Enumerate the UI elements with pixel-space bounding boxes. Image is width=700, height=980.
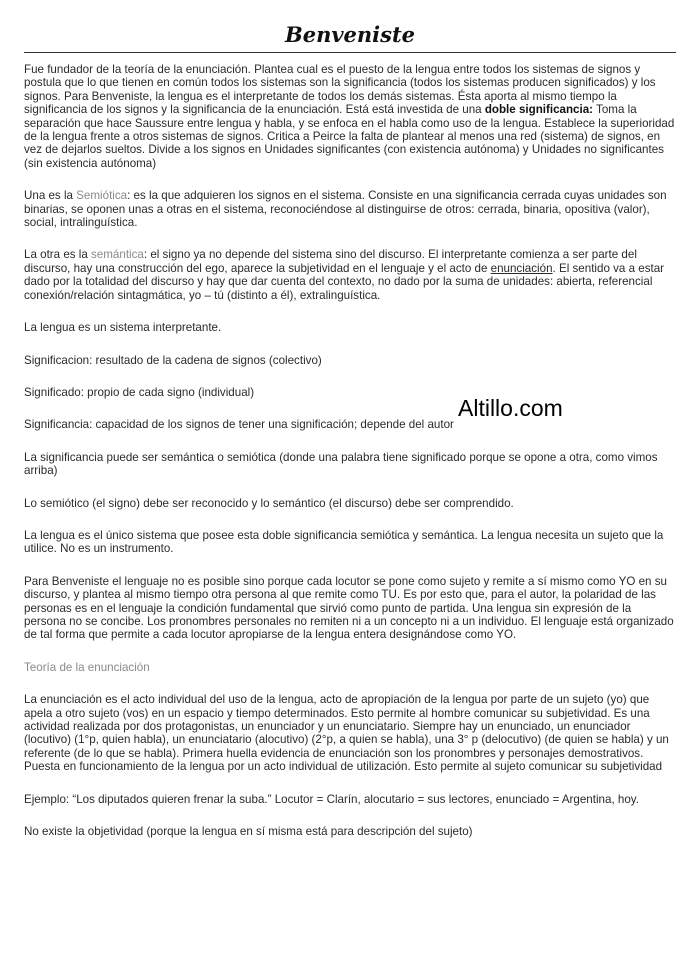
paragraph-semiotica [24,189,676,229]
text-run: La otra es la [24,248,92,262]
text-run: : es la que adquieren los signos en el sistema. Consiste en una significancia cerrada cuyas unidades son binarias, se oponen unas a otras en el sistema, reconociéndose al distinguirse de otros: cerrada, binaria, opositiva (valor), social, intralinguística. [24,189,667,230]
document-page [24,22,676,857]
term-semiotica: Semiótica [76,189,128,203]
text-run: Una es la [24,189,77,203]
text-run: : el signo ya no depende del sistema sino del discurso. El interpretante comienza a ser parte del discurso, hay una construcción del ego, aparece la subjetividad en el lenguaje y el acto de [24,248,637,275]
title-rule [24,52,676,53]
paragraph-semantica [24,248,676,302]
paragraph-persona: Para Benveniste el lenguaje no es posible sino porque cada locutor se pone como sujeto y remite a sí mismo como YO en su discurso, y plantea al mismo tiempo otra persona al que remite como TU. Es por esto que, para el autor, la polaridad de las personas es en el lenguaje la condición fundamental que sirvió como punto de partida. Una lengua sin expresión de la persona no se concibe. Los pronombres personales no remiten ni a un concepto ni a un individuo. El lenguaje está organizado de tal forma que permite a cada locutor apropiarse de la lengua entera designándose como YO. [24,574,674,642]
paragraph-enunciacion: La enunciación es el acto individual del uso de la lengua, acto de apropiación de la lengua por parte de un sujeto (yo) que apela a otro sujeto (vos) en un espacio y tiempo determinados. Esto permite al hombre comunicar su subjetividad. Es una actividad realizada por dos protagonistas, un enunciador y un enunciatario. Siempre hay un enunciado, un enunciador (locutivo) (1°p, quien habla), un enunciatario (alocutivo) (2°p, a quien se habla), una 3° p (delocutivo) (de quien se habla) y un referente (de lo que se habla). Primera huella evidencia de enunciación son los pronombres y personajes demostrativos. Puesta en funcionamiento de la lengua por un acto individual de utilización. Esto permite al sujeto comunicar su subjetividad [24,693,669,774]
section-heading-enunciacion: Teoría de la enunciación [24,660,150,674]
watermark-text: Altillo.com [458,395,563,421]
paragraph-ejemplo: Ejemplo: “Los diputados quieren frenar la suba.” Locutor = Clarín, alocutario = sus lectores, enunciado = Argentina, hoy. [24,792,639,806]
text-run: Toma la separación que hace Saussure entre lengua y habla, y se enfoca en el habla como uso de la lengua. Establece la superioridad de la lengua frente a otros sistemas de signos. Critica a Peirce la falta de plantear al menos una red (sistema) de signos, en vez de dejarlos sueltos. Divide a los signos en Unidades significantes (con existencia autónoma) y Unidades no significantes (sin existencia autónoma) [24,103,675,170]
paragraph-significacion: Significacion: resultado de la cadena de signos (colectivo) [24,353,322,367]
paragraph-significancia: Significancia: capacidad de los signos de tener una significación; depende del autor [24,418,454,432]
bold-term: doble significancia: [484,103,594,117]
paragraph-lengua-interpretante: La lengua es un sistema interpretante. [24,321,222,335]
text-run: . El sentido va a estar dado por la totalidad del discurso y hay que dar cuenta del contexto, no dado por la suma de unidades: abierta, referencial conexión/relación sintagmática, yo – tú (distinto a él), extralinguística. [24,261,665,302]
paragraph-significado: Significado: propio de cada signo (individual) [24,385,255,399]
paragraph-significancia-tipos: La significancia puede ser semántica o semiótica (donde una palabra tiene significado porque se opone a otra, como vimos arriba) [24,450,658,478]
text-run: Fue fundador de la teoría de la enunciación. Plantea cual es el puesto de la lengua entre todos los sistemas de signos y postula que lo que tienen en común todos los sistemas son la significancia (todos los sistemas producen significados) y los signos. Para Benveniste, la lengua es el interpretante de todos los demás sistemas. Ésta aporta al mismo tiempo la significancia de los signos y la significancia de la enunciación. Está está investida de una [24,63,656,117]
paragraph-doble-significancia: La lengua es el único sistema que posee esta doble significancia semiótica y semántica. La lengua necesita un sujeto que la utilice. No es un instrumento. [24,528,664,556]
term-semantica: semántica [91,248,144,262]
paragraph-semiotico-semantico: Lo semiótico (el signo) debe ser reconocido y lo semántico (el discurso) debe ser comprendido. [24,496,514,510]
paragraph-intro [24,63,676,170]
page-title: Benveniste [284,22,416,47]
enunciacion-link[interactable]: enunciación [490,261,553,275]
paragraph-objetividad: No existe la objetividad (porque la lengua en sí misma está para descripción del sujeto) [24,825,473,839]
